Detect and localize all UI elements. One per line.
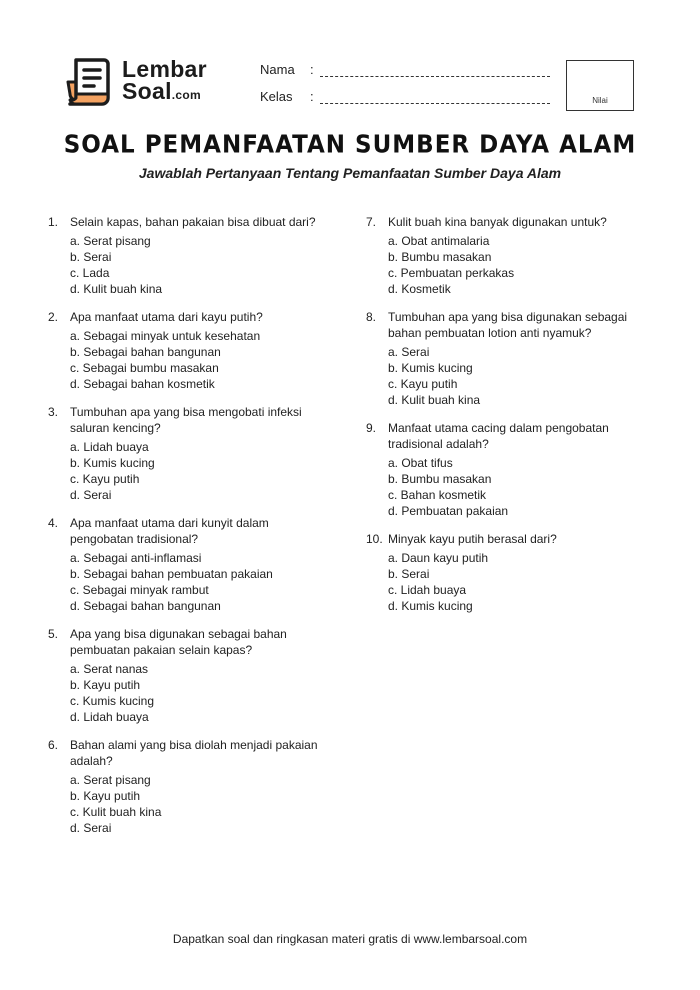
question-head xyxy=(48,515,328,547)
question-text: Apa yang bisa digunakan sebagai bahan pembuatan pakaian selain kapas? xyxy=(70,627,287,657)
answer-options xyxy=(70,328,328,392)
page-title: SOAL PEMANFAATAN SUMBER DAYA ALAM xyxy=(63,130,637,160)
page-subtitle: Jawablah Pertanyaan Tentang Pemanfaatan Sumber Daya Alam xyxy=(138,165,562,181)
answer-options xyxy=(388,550,646,614)
answer-option[interactable]: a. Serat nanas xyxy=(70,662,149,676)
answer-options xyxy=(388,233,646,297)
question-text: Apa manfaat utama dari kayu putih? xyxy=(70,310,263,324)
question-head xyxy=(366,309,646,341)
question-text: Kulit buah kina banyak digunakan untuk? xyxy=(388,215,607,229)
nama-colon: : xyxy=(310,62,314,77)
document-logo-icon xyxy=(66,56,118,108)
answer-option[interactable]: c. Pembuatan perkakas xyxy=(388,266,515,280)
brand-logo xyxy=(66,56,216,110)
question-head xyxy=(366,420,646,452)
answer-option[interactable]: a. Serat pisang xyxy=(70,773,151,787)
question-head xyxy=(366,531,646,547)
question-number: 2. xyxy=(48,310,59,324)
answer-option[interactable]: c. Kayu putih xyxy=(70,472,140,486)
question-item xyxy=(48,515,328,614)
answer-option[interactable]: b. Kayu putih xyxy=(70,789,141,803)
answer-option[interactable]: c. Kulit buah kina xyxy=(70,805,162,819)
footer-note: Dapatkan soal dan ringkasan materi gratis di www.lembarsoal.com xyxy=(172,932,528,946)
answer-option[interactable]: d. Kulit buah kina xyxy=(70,282,163,296)
answer-options xyxy=(70,772,328,836)
answer-option[interactable]: b. Bumbu masakan xyxy=(388,250,492,264)
answer-option[interactable]: d. Sebagai bahan kosmetik xyxy=(70,377,215,391)
question-item xyxy=(366,309,646,408)
question-number: 5. xyxy=(48,627,59,641)
answer-option[interactable]: a. Daun kayu putih xyxy=(388,551,489,565)
question-head xyxy=(366,214,646,230)
answer-option[interactable]: a. Serai xyxy=(388,345,430,359)
answer-option[interactable]: a. Lidah buaya xyxy=(70,440,149,454)
questions-left-column xyxy=(48,214,328,848)
answer-option[interactable]: d. Serai xyxy=(70,821,112,835)
answer-option[interactable]: c. Lada xyxy=(70,266,110,280)
answer-options xyxy=(70,233,328,297)
question-head xyxy=(48,737,328,769)
answer-option[interactable]: c. Kayu putih xyxy=(388,377,458,391)
answer-options xyxy=(388,344,646,408)
question-item xyxy=(48,404,328,503)
question-item xyxy=(366,420,646,519)
question-text: Selain kapas, bahan pakaian bisa dibuat dari? xyxy=(70,215,316,229)
answer-option[interactable]: d. Kulit buah kina xyxy=(388,393,481,407)
question-number: 9. xyxy=(366,421,377,435)
question-item xyxy=(48,309,328,392)
question-text: Bahan alami yang bisa diolah menjadi pakaian adalah? xyxy=(70,738,318,768)
answer-option[interactable]: a. Obat tifus xyxy=(388,456,453,470)
question-text: Apa manfaat utama dari kunyit dalam pengobatan tradisional? xyxy=(70,516,269,546)
answer-option[interactable]: b. Kumis kucing xyxy=(388,361,473,375)
answer-options xyxy=(70,439,328,503)
logo-word-soal xyxy=(122,80,207,106)
answer-option[interactable]: a. Serat pisang xyxy=(70,234,151,248)
question-text: Tumbuhan apa yang bisa digunakan sebagai bahan pembuatan lotion anti nyamuk? xyxy=(388,310,628,340)
answer-option[interactable]: c. Lidah buaya xyxy=(388,583,467,597)
question-number: 10. xyxy=(366,532,383,546)
question-item xyxy=(48,626,328,725)
answer-option[interactable]: d. Serai xyxy=(70,488,112,502)
answer-option[interactable]: b. Serai xyxy=(388,567,430,581)
answer-option[interactable]: b. Kumis kucing xyxy=(70,456,155,470)
question-head xyxy=(48,626,328,658)
question-item xyxy=(48,737,328,836)
answer-options xyxy=(70,550,328,614)
answer-option[interactable]: b. Bumbu masakan xyxy=(388,472,492,486)
answer-option[interactable]: c. Kumis kucing xyxy=(70,694,155,708)
answer-option[interactable]: d. Kosmetik xyxy=(388,282,451,296)
question-number: 3. xyxy=(48,405,59,419)
nilai-box[interactable] xyxy=(566,60,634,111)
answer-option[interactable]: c. Sebagai minyak rambut xyxy=(70,583,209,597)
answer-option[interactable]: a. Obat antimalaria xyxy=(388,234,490,248)
answer-option[interactable]: b. Kayu putih xyxy=(70,678,141,692)
answer-option[interactable]: d. Pembuatan pakaian xyxy=(388,504,509,518)
answer-option[interactable]: b. Serai xyxy=(70,250,112,264)
question-head xyxy=(48,214,328,230)
question-number: 6. xyxy=(48,738,59,752)
answer-option[interactable]: c. Sebagai bumbu masakan xyxy=(70,361,219,375)
answer-option[interactable]: b. Sebagai bahan bangunan xyxy=(70,345,221,359)
nama-label: Nama xyxy=(260,62,295,77)
logo-word-lembar: Lembar xyxy=(122,56,207,82)
logo-soal-text: Soal xyxy=(122,78,172,104)
question-number: 1. xyxy=(48,215,59,229)
question-text: Minyak kayu putih berasal dari? xyxy=(388,532,557,546)
question-head xyxy=(48,309,328,325)
answer-option[interactable]: d. Kumis kucing xyxy=(388,599,473,613)
question-text: Tumbuhan apa yang bisa mengobati infeksi saluran kencing? xyxy=(70,405,302,435)
kelas-line[interactable] xyxy=(320,93,550,104)
answer-option[interactable]: d. Sebagai bahan bangunan xyxy=(70,599,221,613)
question-item xyxy=(48,214,328,297)
answer-option[interactable]: b. Sebagai bahan pembuatan pakaian xyxy=(70,567,273,581)
question-item xyxy=(366,531,646,614)
nama-line[interactable] xyxy=(320,66,550,77)
question-number: 8. xyxy=(366,310,377,324)
answer-options xyxy=(70,661,328,725)
answer-options xyxy=(388,455,646,519)
question-item xyxy=(366,214,646,297)
question-head xyxy=(48,404,328,436)
answer-option[interactable]: a. Sebagai anti-inflamasi xyxy=(70,551,202,565)
kelas-label: Kelas xyxy=(260,89,293,104)
question-text: Manfaat utama cacing dalam pengobatan tradisional adalah? xyxy=(388,421,609,451)
question-number: 7. xyxy=(366,215,377,229)
answer-option[interactable]: c. Bahan kosmetik xyxy=(388,488,487,502)
questions-right-column xyxy=(366,214,646,626)
answer-option[interactable]: a. Sebagai minyak untuk kesehatan xyxy=(70,329,261,343)
nama-field[interactable] xyxy=(260,62,550,77)
logo-suffix: .com xyxy=(171,88,201,102)
answer-option[interactable]: d. Lidah buaya xyxy=(70,710,149,724)
question-number: 4. xyxy=(48,516,59,530)
kelas-colon: : xyxy=(310,89,314,104)
nilai-label: Nilai xyxy=(592,96,608,105)
kelas-field[interactable] xyxy=(260,89,550,104)
